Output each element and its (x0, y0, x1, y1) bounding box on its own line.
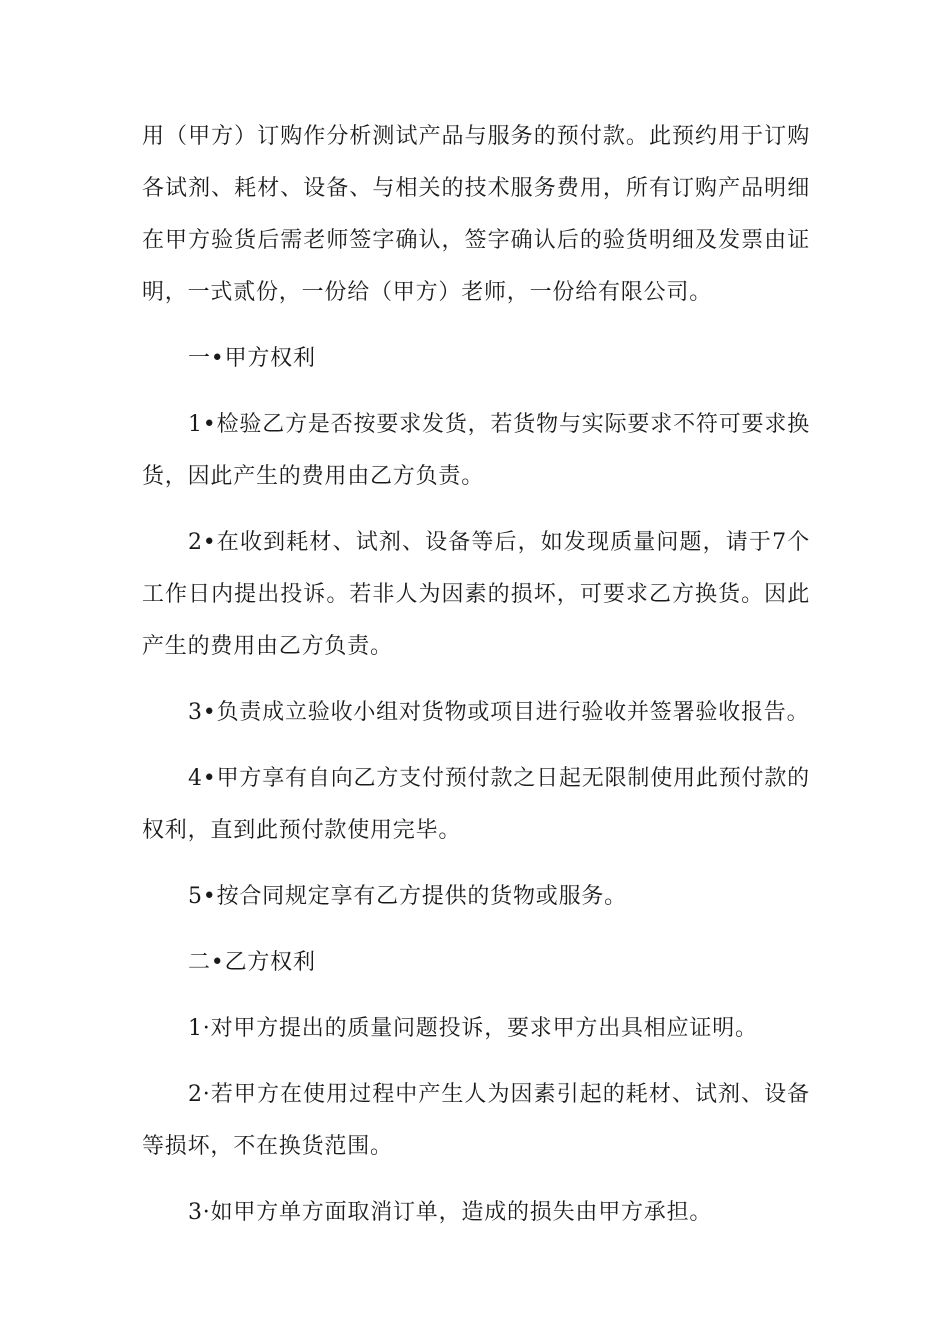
section-heading-party-b-rights: 二•乙方权利 (188, 950, 316, 975)
clause-b-1: 1·对甲方提出的质量问题投诉，要求甲方出具相应证明。 (188, 1016, 758, 1041)
clause-a-4: 4•甲方享有自向乙方支付预付款之日起无限制使用此预付款的权利，直到此预付款使用完毕。 (142, 766, 810, 843)
clause-a-3: 3•负责成立验收小组对货物或项目进行验收并签署验收报告。 (188, 700, 810, 725)
clause-a-2: 2•在收到耗材、试剂、设备等后，如发现质量问题，请于7个工作日内提出投诉。若非人为因素的损坏，可要求乙方换货。因此产生的费用由乙方负责。 (142, 530, 810, 659)
clause-b-2: 2·若甲方在使用过程中产生人为因素引起的耗材、试剂、设备等损坏，不在换货范围。 (142, 1082, 810, 1159)
section-heading-party-a-rights: 一•甲方权利 (188, 346, 316, 371)
clause-a-1: 1•检验乙方是否按要求发货，若货物与实际要求不符可要求换货，因此产生的费用由乙方负责。 (142, 412, 810, 489)
document-body (142, 111, 810, 1239)
clause-b-3: 3·如甲方单方面取消订单，造成的损失由甲方承担。 (188, 1200, 713, 1225)
paragraph-intro: 用（甲方）订购作分析测试产品与服务的预付款。此预约用于订购各试剂、耗材、设备、与相关的技术服务费用，所有订购产品明细在甲方验货后需老师签字确认，签字确认后的验货明细及发票由证明，一式贰份，一份给（甲方）老师，一份给有限公司。 (142, 124, 810, 305)
clause-a-5: 5•按合同规定享有乙方提供的货物或服务。 (188, 884, 627, 909)
